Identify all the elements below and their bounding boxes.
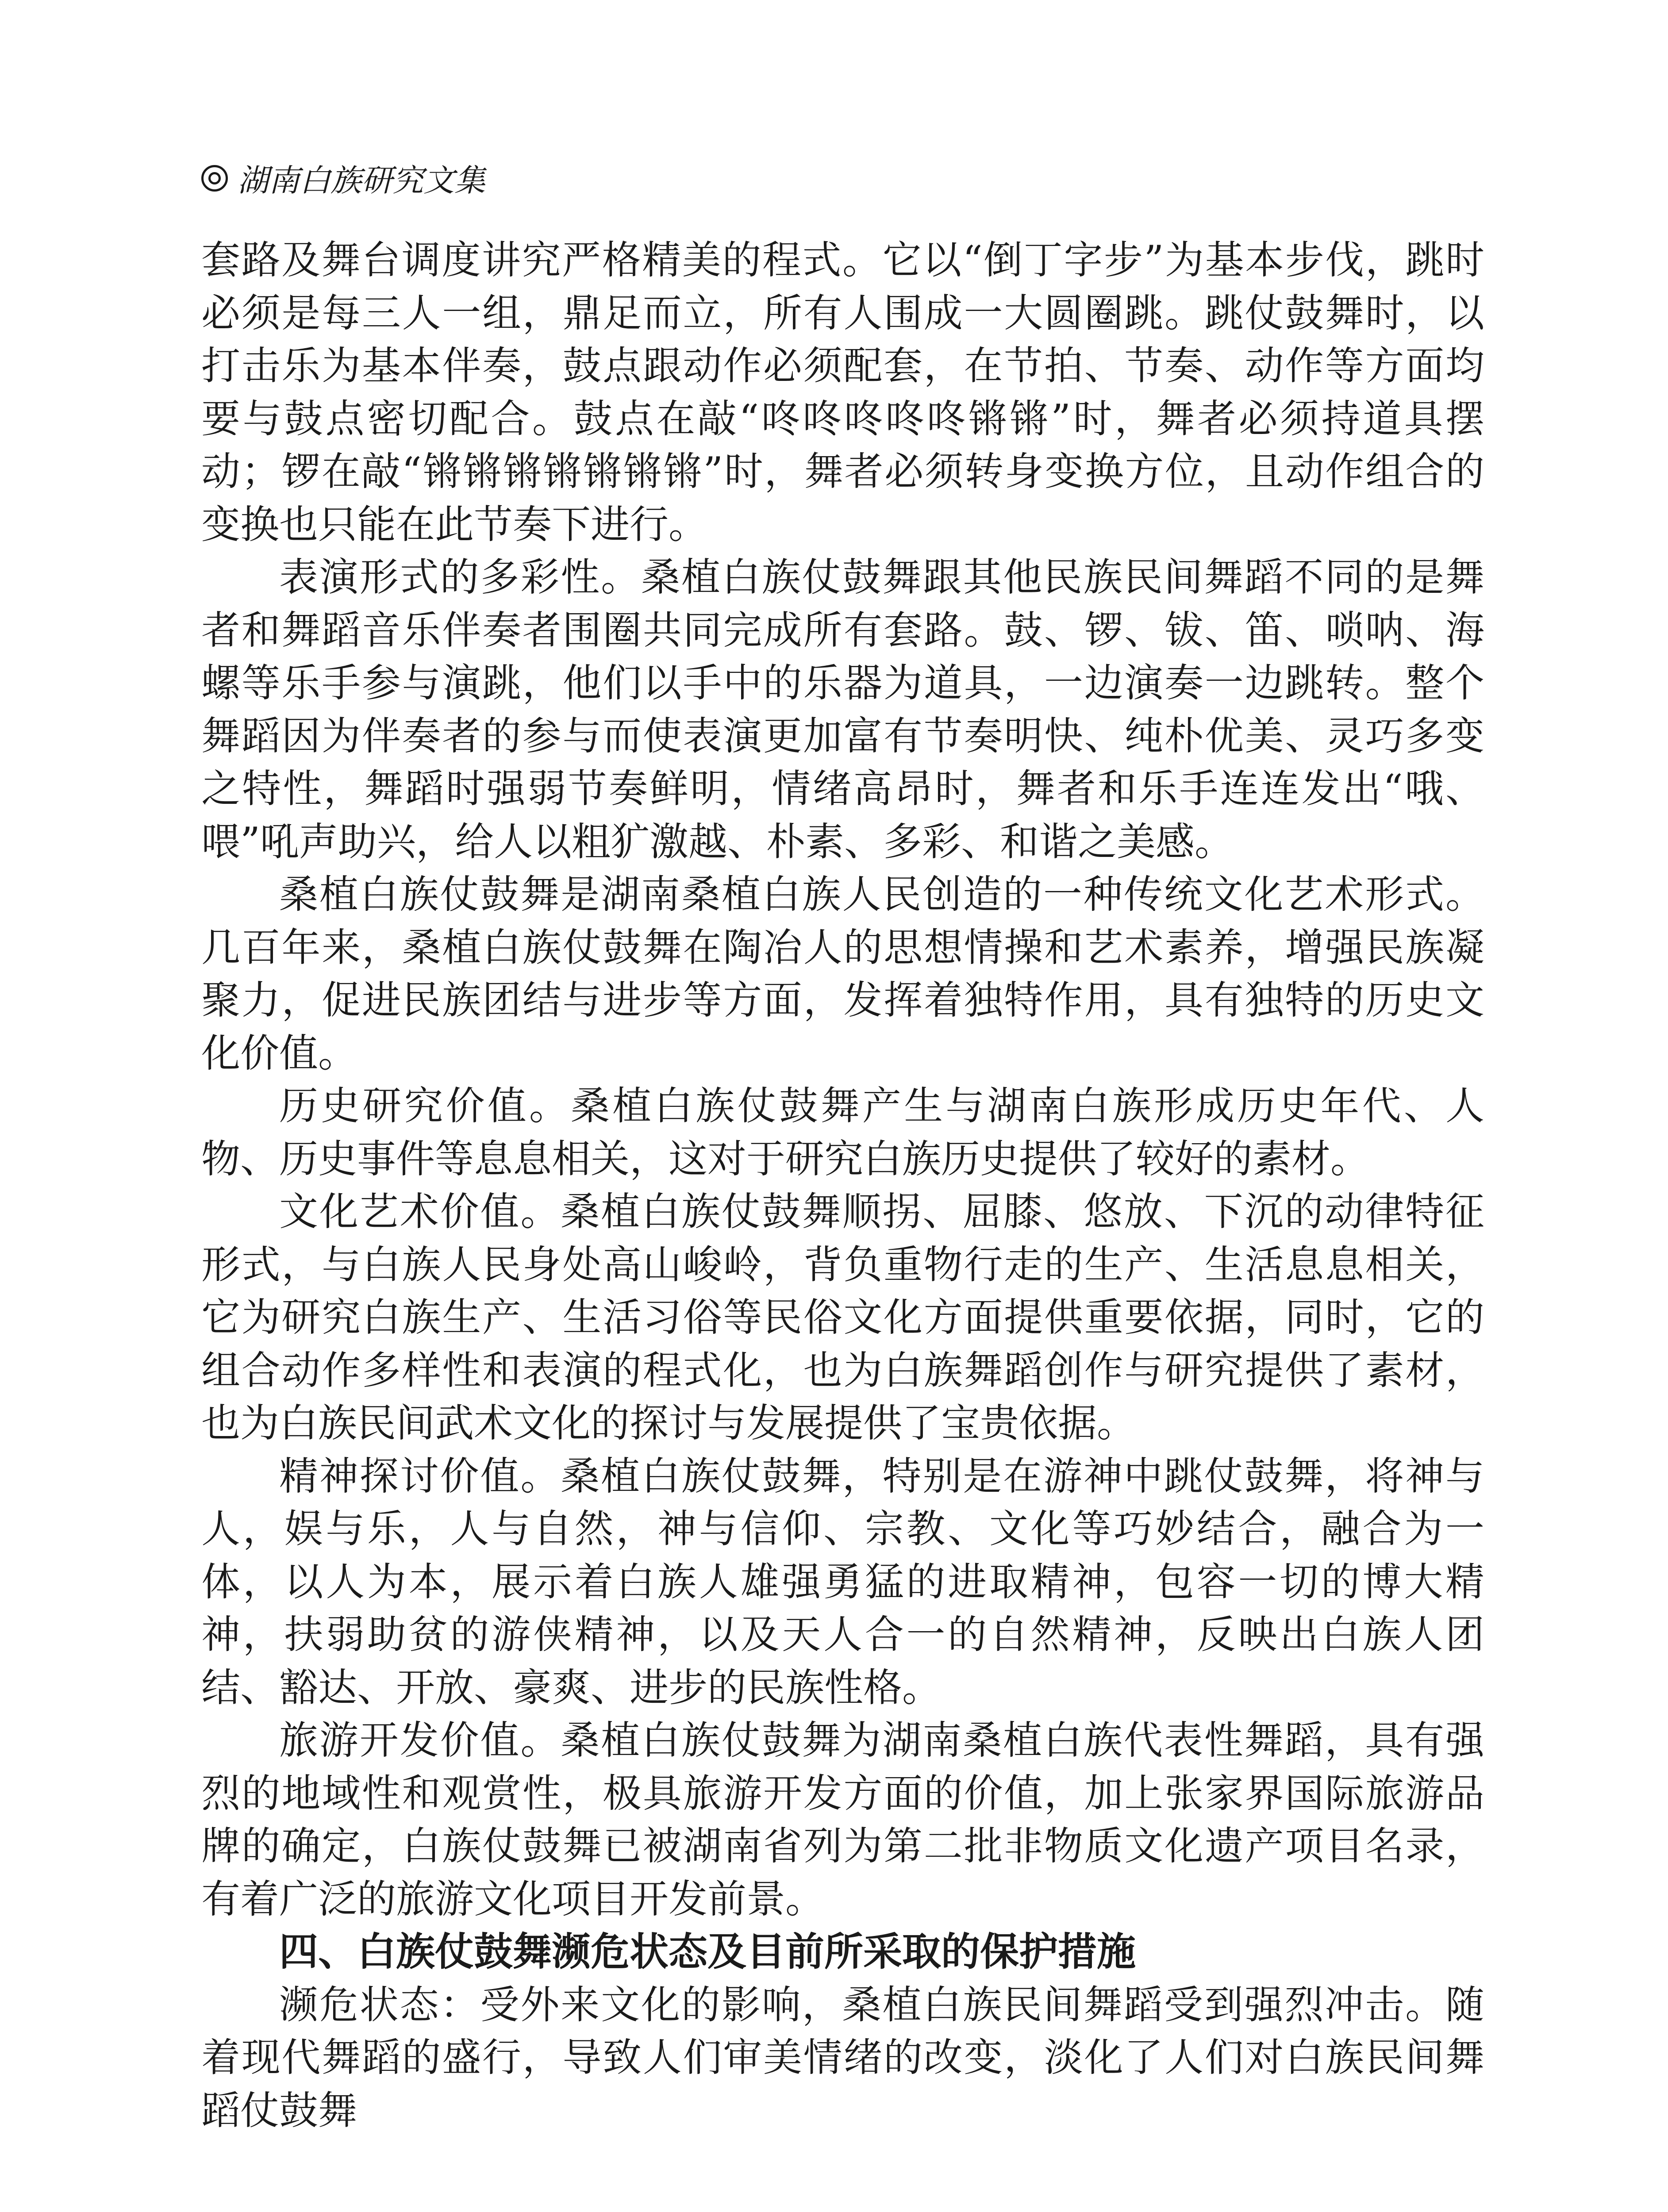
body-text [201,234,1484,2137]
running-header [201,156,485,200]
paragraph-1: 套路及舞台调度讲究严格精美的程式。它以“倒丁字步”为基本步伐，跳时必须是每三人一组，鼎足而立，所有人围成一大圆圈跳。跳仗鼓舞时，以打击乐为基本伴奏，鼓点跟动作必须配套，在节拍、节奏、动作等方面均要与鼓点密切配合。鼓点在敲“咚咚咚咚咚锵锵”时，舞者必须持道具摆动；锣在敲“锵锵锵锵锵锵锵”时，舞者必须转身变换方位，且动作组合的变换也只能在此节奏下进行。 [201,237,1484,547]
header-title: 湖南白族研究文集 [238,162,485,199]
paragraph-5: 文化艺术价值。桑植白族仗鼓舞顺拐、屈膝、悠放、下沉的动律特征形式，与白族人民身处高山峻岭，背负重物行走的生产、生活息息相关，它为研究白族生产、生活习俗等民俗文化方面提供重要依据，同时，它的组合动作多样性和表演的程式化，也为白族舞蹈创作与研究提供了素材，也为白族民间武术文化的探讨与发展提供了宝贵依据。 [201,1189,1484,1446]
paragraph-4: 历史研究价值。桑植白族仗鼓舞产生与湖南白族形成历史年代、人物、历史事件等息息相关，这对于研究白族历史提供了较好的素材。 [201,1083,1484,1182]
paragraph-6: 精神探讨价值。桑植白族仗鼓舞，特别是在游神中跳仗鼓舞，将神与人，娱与乐，人与自然，神与信仰、宗教、文化等巧妙结合，融合为一体，以人为本，展示着白族人雄强勇猛的进取精神，包容一切的博大精神，扶弱助贫的游侠精神，以及天人合一的自然精神，反映出白族人团结、豁达、开放、豪爽、进步的民族性格。 [201,1453,1484,1710]
paragraph-3: 桑植白族仗鼓舞是湖南桑植白族人民创造的一种传统文化艺术形式。几百年来，桑植白族仗鼓舞在陶冶人的思想情操和艺术素养，增强民族凝聚力，促进民族团结与进步等方面，发挥着独特作用，具有独特的历史文化价值。 [201,872,1484,1076]
paragraph-7: 旅游开发价值。桑植白族仗鼓舞为湖南桑植白族代表性舞蹈，具有强烈的地域性和观赏性，极具旅游开发方面的价值，加上张家界国际旅游品牌的确定，白族仗鼓舞已被湖南省列为第二批非物质文化遗产项目名录，有着广泛的旅游文化项目开发前景。 [201,1717,1484,1922]
paragraph-2: 表演形式的多彩性。桑植白族仗鼓舞跟其他民族民间舞蹈不同的是舞者和舞蹈音乐伴奏者围圈共同完成所有套路。鼓、锣、钹、笛、唢呐、海螺等乐手参与演跳，他们以手中的乐器为道具，一边演奏一边跳转。整个舞蹈因为伴奏者的参与而使表演更加富有节奏明快、纯朴优美、灵巧多变之特性，舞蹈时强弱节奏鲜明，情绪高昂时，舞者和乐手连连发出“哦、喂”吼声助兴，给人以粗犷激越、朴素、多彩、和谐之美感。 [201,554,1484,864]
paragraph-8: 濒危状态：受外来文化的影响，桑植白族民间舞蹈受到强烈冲击。随着现代舞蹈的盛行，导致人们审美情绪的改变，淡化了人们对白族民间舞蹈仗鼓舞 [201,1982,1484,2133]
circle-bullet-icon [201,165,228,192]
section-heading: 四、白族仗鼓舞濒危状态及目前所采取的保护措施 [279,1929,1136,1974]
